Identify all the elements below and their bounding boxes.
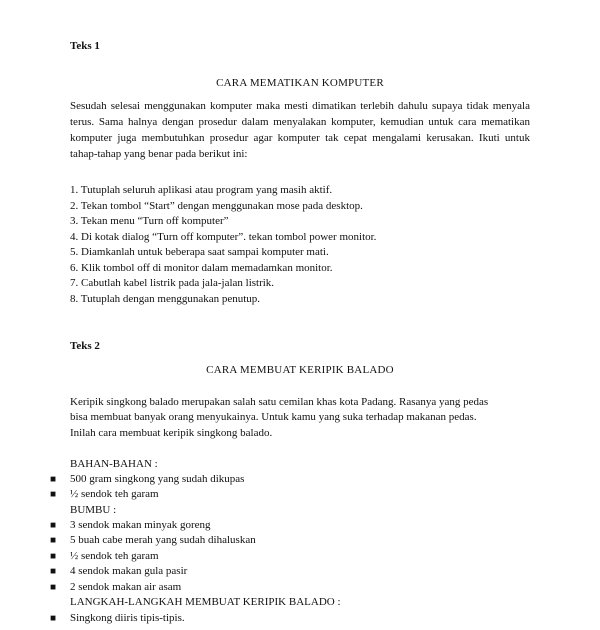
bumbu-item: 5 buah cabe merah yang sudah dihaluskan — [70, 534, 256, 546]
bullet-icon: ■ — [50, 566, 57, 577]
langkah-item: Singkong diiris tipis-tipis. — [70, 612, 185, 624]
bahan-heading: BAHAN-BAHAN : — [70, 458, 158, 470]
bullet-icon: ■ — [50, 474, 57, 485]
bullet-icon: ■ — [50, 582, 57, 593]
step-item: 5. Diamkanlah untuk beberapa saat sampai komputer mati. — [70, 246, 329, 258]
teks-2-intro-line: Keripik singkong balado merupakan salah satu cemilan khas kota Padang. Rasanya yang pedas — [70, 396, 489, 408]
bullet-icon: ■ — [50, 551, 57, 562]
teks-1-label: Teks 1 — [70, 40, 100, 52]
bumbu-item: 4 sendok makan gula pasir — [70, 565, 188, 577]
bumbu-item: 3 sendok makan minyak goreng — [70, 519, 211, 531]
langkah-heading: LANGKAH-LANGKAH MEMBUAT KERIPIK BALADO : — [70, 596, 341, 608]
bumbu-item: 2 sendok makan air asam — [70, 581, 182, 593]
bumbu-item: ½ sendok teh garam — [70, 550, 159, 562]
bahan-item: 500 gram singkong yang sudah dikupas — [70, 473, 245, 485]
bahan-item: ½ sendok teh garam — [70, 488, 159, 500]
step-item: 7. Cabutlah kabel listrik pada jala-jalan listrik. — [70, 277, 275, 289]
step-item: 4. Di kotak dialog “Turn off komputer”. tekan tombol power monitor. — [70, 231, 377, 243]
step-item: 8. Tutuplah dengan menggunakan penutup. — [70, 293, 261, 305]
step-item: 3. Tekan menu “Turn off komputer” — [70, 215, 229, 227]
teks-2-intro-line: Inilah cara membuat keripik singkong balado. — [70, 427, 273, 439]
bullet-icon: ■ — [50, 520, 57, 531]
teks-1-title: CARA MEMATIKAN KOMPUTER — [216, 77, 384, 89]
teks-1-intro: Sesudah selesai menggunakan komputer maka mesti dimatikan terlebih dahulu supaya tidak menyala terus. Sama halnya dengan prosedur dalam menyalakan komputer, kemudian untuk cara mematikan komputer juga membutuhkan prosedur agar komputer tak cepat mengalami kerusakan. Ikuti untuk tahap-tahap yang benar pada berikut ini: — [70, 100, 530, 160]
bumbu-heading: BUMBU : — [70, 504, 117, 516]
bullet-icon: ■ — [50, 489, 57, 500]
teks-2-intro-line: bisa membuat banyak orang menyukainya. Untuk kamu yang suka terhadap makanan pedas. — [70, 411, 477, 423]
teks-2-label: Teks 2 — [70, 340, 100, 352]
step-item: 2. Tekan tombol “Start” dengan menggunakan mose pada desktop. — [70, 200, 363, 212]
bullet-icon: ■ — [50, 613, 57, 624]
teks-2-title: CARA MEMBUAT KERIPIK BALADO — [206, 364, 394, 376]
step-item: 6. Klik tombol off di monitor dalam memadamkan monitor. — [70, 262, 333, 274]
step-item: 1. Tutuplah seluruh aplikasi atau program yang masih aktif. — [70, 184, 333, 196]
bullet-icon: ■ — [50, 535, 57, 546]
